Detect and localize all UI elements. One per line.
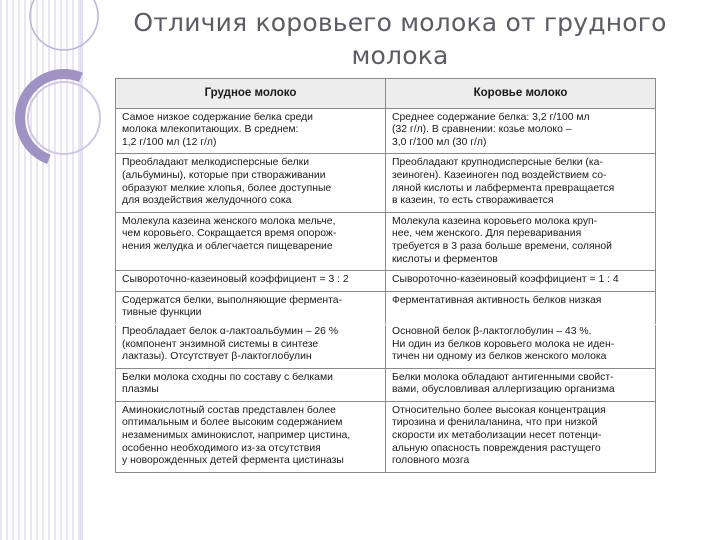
cell-breast-albumins: Преобладают мелкодисперсные белки (альбумины), которые при створаживании образуют мелкие хлопья, более доступные для воздействия желудочного сока: [116, 154, 386, 212]
cell-cow-antigenic: Белки молока обладают антигенными свойст- вами, обусловливая аллергизацию организма: [386, 368, 656, 401]
header-cow-milk: Коровье молоко: [386, 79, 656, 109]
table-row: [116, 154, 656, 212]
table-row: [116, 324, 656, 368]
slide-title: Отличия коровьего молока от грудного молока: [133, 8, 667, 70]
cell-cow-lactoglobulin: Основной белок β-лактоглобулин – 43 %. Ни один из белков коровьего молока не иден- тичен ни одному из белков женского молока: [386, 324, 656, 368]
comparison-table: [115, 78, 656, 473]
cell-cow-casein-molecule: Молекула казеина коровьего молока круп- нее, чем женского. Для переваривания требуется в 3 раза больше времени, соляной кислоты и ферментов: [386, 212, 656, 270]
cell-breast-protein-content: Самое низкое содержание белка среди молока млекопитающих. В среднем: 1,2 г/100 мл (12 г/л): [116, 108, 386, 154]
cell-breast-enzymes: Содержатся белки, выполняющие фермента- тивные функции: [116, 291, 386, 324]
table-row: [116, 401, 656, 472]
table-row: [116, 291, 656, 324]
cell-cow-whey-casein-ratio: Сывороточно-казеиновый коэффициент = 1 : 4: [386, 271, 656, 292]
cell-cow-caseinogen: Преобладают крупнодисперсные белки (ка- зеиноген). Казеиноген под воздействием со- ляной кислоты и лабфермента превращается в казеин, то есть створаживается: [386, 154, 656, 212]
cell-cow-protein-content: Среднее содержание белка: 3,2 г/100 мл (32 г/л). В сравнении: козье молоко – 3,0 г/100 мл (30 г/л): [386, 108, 656, 154]
cell-breast-plasma-similarity: Белки молока сходны по составу с белками плазмы: [116, 368, 386, 401]
table-row: [116, 212, 656, 270]
table-row: [116, 368, 656, 401]
comparison-table-wrap: [115, 78, 655, 473]
cell-breast-whey-casein-ratio: Сывороточно-казеиновый коэффициент = 3 : 2: [116, 271, 386, 292]
table-header-row: [116, 79, 656, 109]
cell-breast-lactalbumin: Преобладает белок α-лактоальбумин – 26 % (компонент энзимной системы в синтезе лактазы). Отсутствует β-лактоглобулин: [116, 324, 386, 368]
table-row: [116, 108, 656, 154]
table-row: [116, 271, 656, 292]
cell-breast-amino-acids: Аминокислотный состав представлен более оптимальным и более высоким содержанием незаменимых аминокислот, например цистина, особенно необходимого из-за отсутствия у новорожденных детей фермента цистиназы: [116, 401, 386, 472]
cell-breast-casein-molecule: Молекула казеина женского молока мельче, чем коровьего. Сокращается время опорож- нения желудка и облегчается пищеварение: [116, 212, 386, 270]
cell-cow-amino-acids: Относительно более высокая концентрация тирозина и фенилаланина, что при низкой скорости их метаболизации несет потенци- альную опасность повреждения растущего головного мозга: [386, 401, 656, 472]
cell-cow-enzymes: Ферментативная активность белков низкая: [386, 291, 656, 324]
header-breast-milk: Грудное молоко: [116, 79, 386, 109]
